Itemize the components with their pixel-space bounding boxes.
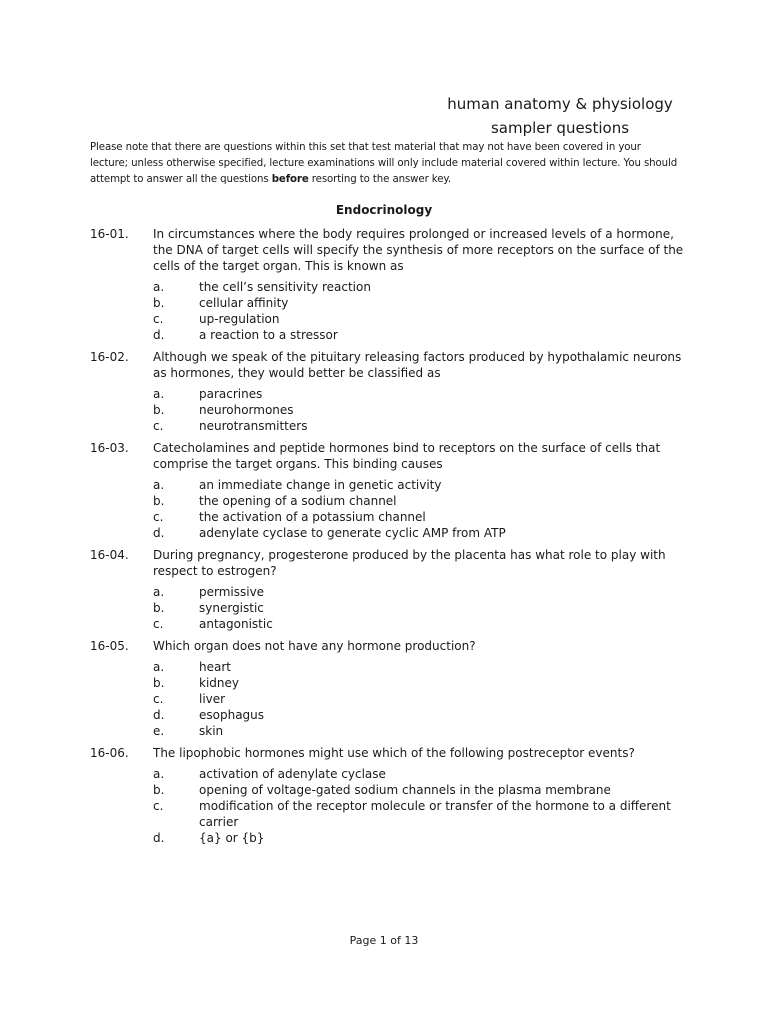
option-item <box>153 830 690 846</box>
question-item <box>90 349 690 434</box>
option-letter: c. <box>153 312 164 326</box>
option-text: up-regulation <box>199 312 280 326</box>
option-list <box>153 659 690 739</box>
option-letter: b. <box>153 601 165 615</box>
question-item <box>90 440 690 541</box>
option-letter: a. <box>153 585 165 599</box>
option-letter: d. <box>153 526 165 540</box>
question-number: 16-04. <box>90 548 129 562</box>
option-item <box>153 279 690 295</box>
option-text: the activation of a potassium channel <box>199 510 426 524</box>
option-item <box>153 782 690 798</box>
option-letter: a. <box>153 387 165 401</box>
option-item <box>153 675 690 691</box>
option-text: kidney <box>199 676 239 690</box>
notice-text-before: Please note that there are questions within this set that test material that may not have been covered in your lecture; unless otherwise specified, lecture examinations will only include material covered within lecture. You should attempt to answer all the questions <box>90 142 678 185</box>
question-item <box>90 745 690 846</box>
option-list <box>153 386 690 434</box>
option-letter: e. <box>153 724 165 738</box>
option-letter: a. <box>153 478 165 492</box>
question-text: In circumstances where the body requires prolonged or increased levels of a hormone, the DNA of target cells will specify the synthesis of more receptors on the surface of the cells of the target organ. This is known as <box>153 227 684 273</box>
option-letter: a. <box>153 767 165 781</box>
question-item <box>90 638 690 739</box>
option-text: adenylate cyclase to generate cyclic AMP from ATP <box>199 526 506 540</box>
option-text: cellular affinity <box>199 296 289 310</box>
option-letter: c. <box>153 692 164 706</box>
option-item <box>153 525 690 541</box>
option-item <box>153 327 690 343</box>
option-item <box>153 418 690 434</box>
option-text: the opening of a sodium channel <box>199 494 397 508</box>
option-item <box>153 723 690 739</box>
page-number: Page 1 of 13 <box>349 934 419 947</box>
option-item <box>153 509 690 525</box>
option-text: {a} or {b} <box>199 831 265 845</box>
question-text: During pregnancy, progesterone produced by the placenta has what role to play with respect to estrogen? <box>153 548 666 578</box>
option-letter: c. <box>153 419 164 433</box>
option-text: activation of adenylate cyclase <box>199 767 386 781</box>
option-item <box>153 402 690 418</box>
question-number: 16-06. <box>90 746 129 760</box>
option-text: opening of voltage-gated sodium channels in the plasma membrane <box>199 783 611 797</box>
option-letter: d. <box>153 708 165 722</box>
option-text: the cell’s sensitivity reaction <box>199 280 371 294</box>
option-letter: a. <box>153 280 165 294</box>
question-text: Although we speak of the pituitary releasing factors produced by hypothalamic neurons as hormones, they would better be classified as <box>153 350 682 380</box>
option-list <box>153 279 690 343</box>
question-number: 16-05. <box>90 639 129 653</box>
question-text: The lipophobic hormones might use which of the following postreceptor events? <box>153 746 635 760</box>
option-letter: b. <box>153 676 165 690</box>
option-letter: b. <box>153 403 165 417</box>
question-number: 16-01. <box>90 227 129 241</box>
option-text: heart <box>199 660 231 674</box>
option-text: a reaction to a stressor <box>199 328 338 342</box>
option-text: permissive <box>199 585 265 599</box>
option-letter: d. <box>153 328 165 342</box>
question-text: Catecholamines and peptide hormones bind to receptors on the surface of cells that comprise the target organs. This binding causes <box>153 441 661 471</box>
option-item <box>153 477 690 493</box>
option-item <box>153 295 690 311</box>
option-item <box>153 616 690 632</box>
question-number: 16-03. <box>90 441 129 455</box>
question-number: 16-02. <box>90 350 129 364</box>
option-item <box>153 798 690 830</box>
option-list <box>153 766 690 846</box>
option-list <box>153 584 690 632</box>
notice-text-after: resorting to the answer key. <box>308 174 452 185</box>
question-text: Which organ does not have any hormone production? <box>153 639 476 653</box>
option-letter: c. <box>153 617 164 631</box>
option-letter: c. <box>153 510 164 524</box>
option-letter: c. <box>153 799 164 813</box>
option-text: liver <box>199 692 226 706</box>
option-item <box>153 691 690 707</box>
option-text: skin <box>199 724 224 738</box>
question-item <box>90 226 690 343</box>
question-item <box>90 547 690 632</box>
option-item <box>153 659 690 675</box>
option-text: antagonistic <box>199 617 273 631</box>
option-item <box>153 584 690 600</box>
notice-emphasis: before <box>271 174 309 185</box>
option-letter: d. <box>153 831 165 845</box>
option-letter: b. <box>153 783 165 797</box>
option-text: neurohormones <box>199 403 294 417</box>
option-text: an immediate change in genetic activity <box>199 478 442 492</box>
document-title: human anatomy & physiology <box>447 95 673 113</box>
option-text: paracrines <box>199 387 263 401</box>
notice-paragraph <box>90 140 680 188</box>
option-text: neurotransmitters <box>199 419 308 433</box>
option-letter: b. <box>153 296 165 310</box>
question-list <box>90 226 690 852</box>
option-letter: b. <box>153 494 165 508</box>
section-heading: Endocrinology <box>335 203 433 217</box>
option-item <box>153 311 690 327</box>
option-text: synergistic <box>199 601 264 615</box>
option-text: modification of the receptor molecule or transfer of the hormone to a different carrier <box>199 799 671 829</box>
option-item <box>153 493 690 509</box>
option-text: esophagus <box>199 708 265 722</box>
option-letter: a. <box>153 660 165 674</box>
option-item <box>153 766 690 782</box>
option-item <box>153 600 690 616</box>
document-subtitle: sampler questions <box>490 119 630 137</box>
option-list <box>153 477 690 541</box>
option-item <box>153 386 690 402</box>
option-item <box>153 707 690 723</box>
